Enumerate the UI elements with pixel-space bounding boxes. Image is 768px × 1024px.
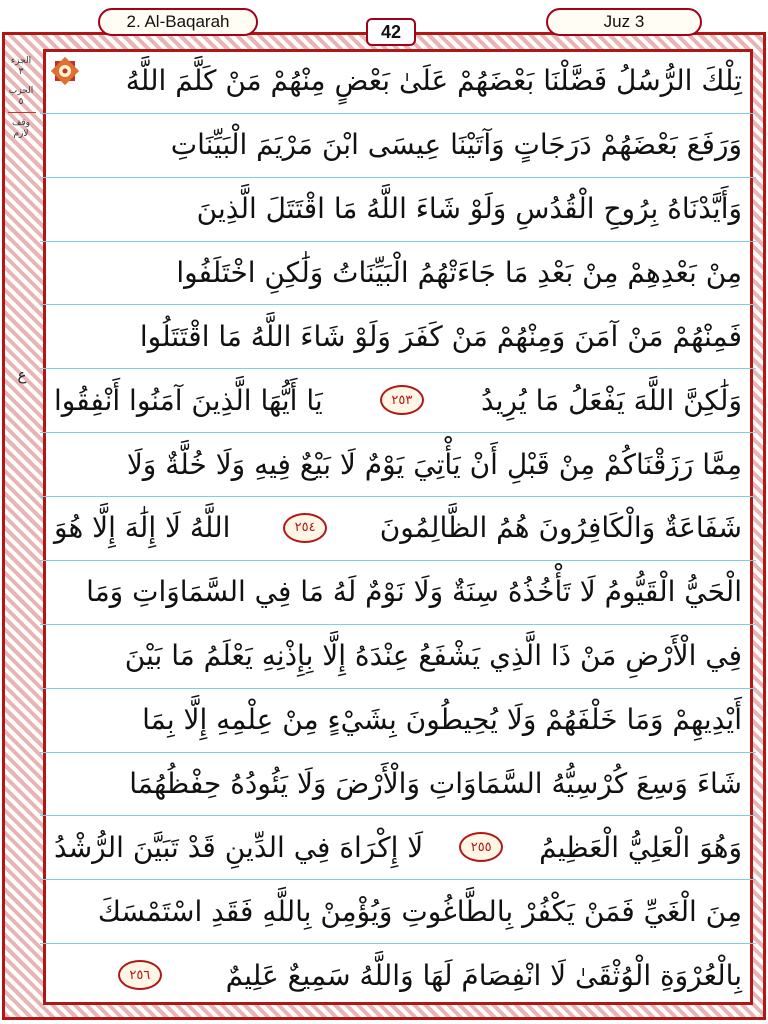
verse-text xyxy=(54,128,742,161)
verse-segment: يَا أَيُّهَا الَّذِينَ آمَنُوا أَنْفِقُوا xyxy=(54,383,323,417)
ayah-number-badge: ٢٥٣ xyxy=(380,385,424,415)
margin-divider xyxy=(8,112,36,113)
verse-line xyxy=(40,49,756,113)
verse-line xyxy=(40,943,756,1007)
verse-segment: بِالْعُرْوَةِ الْوُثْقَىٰ لَا انْفِصَامَ لَهَا وَاللَّهُ سَمِيعٌ عَلِيمٌ xyxy=(225,958,742,992)
verse-segment: فَمِنْهُمْ مَنْ آمَنَ وَمِنْهُمْ مَنْ كَفَرَ وَلَوْ شَاءَ اللَّهُ مَا اقْتَتَلُوا xyxy=(139,319,742,353)
rub-el-hizb-icon xyxy=(48,54,82,88)
page-number: 42 xyxy=(380,21,402,42)
verse-segment: أَيْدِيهِمْ وَمَا خَلْفَهُمْ وَلَا يُحِيطُونَ بِشَيْءٍ مِنْ عِلْمِهِ إِلَّا بِمَا xyxy=(142,703,742,737)
verse-segment: وَرَفَعَ بَعْضَهُمْ دَرَجَاتٍ وَآتَيْنَا عِيسَى ابْنَ مَرْيَمَ الْبَيِّنَاتِ xyxy=(170,128,742,162)
verse-line xyxy=(40,624,756,688)
verse-text xyxy=(54,575,742,608)
verse-text xyxy=(54,256,742,289)
verse-segment: شَاءَ وَسِعَ كُرْسِيُّهُ السَّمَاوَاتِ وَالْأَرْضَ وَلَا يَئُودُهُ حِفْظُهُمَا xyxy=(129,766,742,800)
verse-text xyxy=(54,511,742,544)
surah-name: 2. Al-Baqarah xyxy=(126,12,230,31)
verse-line xyxy=(40,304,756,368)
verse-text xyxy=(54,448,742,481)
verse-text xyxy=(54,320,742,353)
verse-segment: لَا إِكْرَاهَ فِي الدِّينِ قَدْ تَبَيَّنَ الرُّشْدُ xyxy=(54,830,424,864)
verse-text xyxy=(54,959,742,992)
verse-text xyxy=(54,192,742,225)
verse-segment: مِنْ بَعْدِهِمْ مِنْ بَعْدِ مَا جَاءَتْهُمُ الْبَيِّنَاتُ وَلَٰكِنِ اخْتَلَفُوا xyxy=(176,256,742,290)
verse-line xyxy=(40,752,756,816)
juz-marker xyxy=(6,56,36,140)
verse-segment: مِمَّا رَزَقْنَاكُمْ مِنْ قَبْلِ أَنْ يَأْتِيَ يَوْمٌ لَا بَيْعٌ فِيهِ وَلَا خُلَّةٌ وَلَا xyxy=(126,447,742,481)
verse-line xyxy=(40,177,756,241)
verse-text xyxy=(54,831,742,864)
verse-text xyxy=(54,384,742,417)
verse-line xyxy=(40,113,756,177)
ayah-number-badge: ٢٥٥ xyxy=(459,832,503,862)
surah-name-box xyxy=(98,8,258,36)
verse-line xyxy=(40,688,756,752)
page-number-box xyxy=(366,18,416,46)
verse-line xyxy=(40,879,756,943)
verse-line xyxy=(40,815,756,879)
verse-line xyxy=(40,241,756,305)
verse-line xyxy=(40,432,756,496)
juz-label: Juz 3 xyxy=(603,12,645,31)
verse-text xyxy=(54,64,742,97)
verse-line xyxy=(40,496,756,560)
verse-segment: تِلْكَ الرُّسُلُ فَضَّلْنَا بَعْضَهُمْ عَلَىٰ بَعْضٍ مِنْهُمْ مَنْ كَلَّمَ اللَّهُ xyxy=(125,64,742,98)
waqf-marker: وقف لازم xyxy=(12,118,30,139)
verse-segment: مِنَ الْغَيِّ فَمَنْ يَكْفُرْ بِالطَّاغُوتِ وَيُؤْمِنْ بِاللَّهِ فَقَدِ اسْتَمْسَكَ xyxy=(97,894,742,928)
verse-lines xyxy=(40,49,756,1007)
ayah-number-badge: ٢٥٤ xyxy=(283,513,327,543)
hizb-marker: الحزب ٥ xyxy=(8,86,34,107)
juz-marker-num: ٣ xyxy=(18,67,24,77)
verse-text xyxy=(54,767,742,800)
verse-text xyxy=(54,895,742,928)
verse-segment: شَفَاعَةٌ وَالْكَافِرُونَ هُمُ الظَّالِمُونَ xyxy=(379,511,742,545)
ruku-marker: ع xyxy=(17,366,27,384)
verse-segment: وَهُوَ الْعَلِيُّ الْعَظِيمُ xyxy=(539,830,742,864)
verse-text xyxy=(54,703,742,736)
verse-segment: الْحَيُّ الْقَيُّومُ لَا تَأْخُذُهُ سِنَةٌ وَلَا نَوْمٌ لَهُ مَا فِي السَّمَاوَاتِ وَمَا xyxy=(86,575,742,609)
juz-box xyxy=(546,8,702,36)
verse-text xyxy=(54,639,742,672)
juz-marker-label: الجزء xyxy=(10,56,32,66)
ayah-number-badge: ٢٥٦ xyxy=(118,960,162,990)
verse-line xyxy=(40,560,756,624)
verse-segment: وَلَٰكِنَّ اللَّهَ يَفْعَلُ مَا يُرِيدُ xyxy=(481,383,742,417)
verse-segment: وَأَيَّدْنَاهُ بِرُوحِ الْقُدُسِ وَلَوْ شَاءَ اللَّهُ مَا اقْتَتَلَ الَّذِينَ xyxy=(196,192,742,226)
verse-segment: فِي الْأَرْضِ مَنْ ذَا الَّذِي يَشْفَعُ عِنْدَهُ إِلَّا بِإِذْنِهِ يَعْلَمُ مَا بَيْنَ xyxy=(124,639,742,673)
verse-line xyxy=(40,368,756,432)
verse-segment: اللَّهُ لَا إِلَٰهَ إِلَّا هُوَ xyxy=(54,511,231,545)
